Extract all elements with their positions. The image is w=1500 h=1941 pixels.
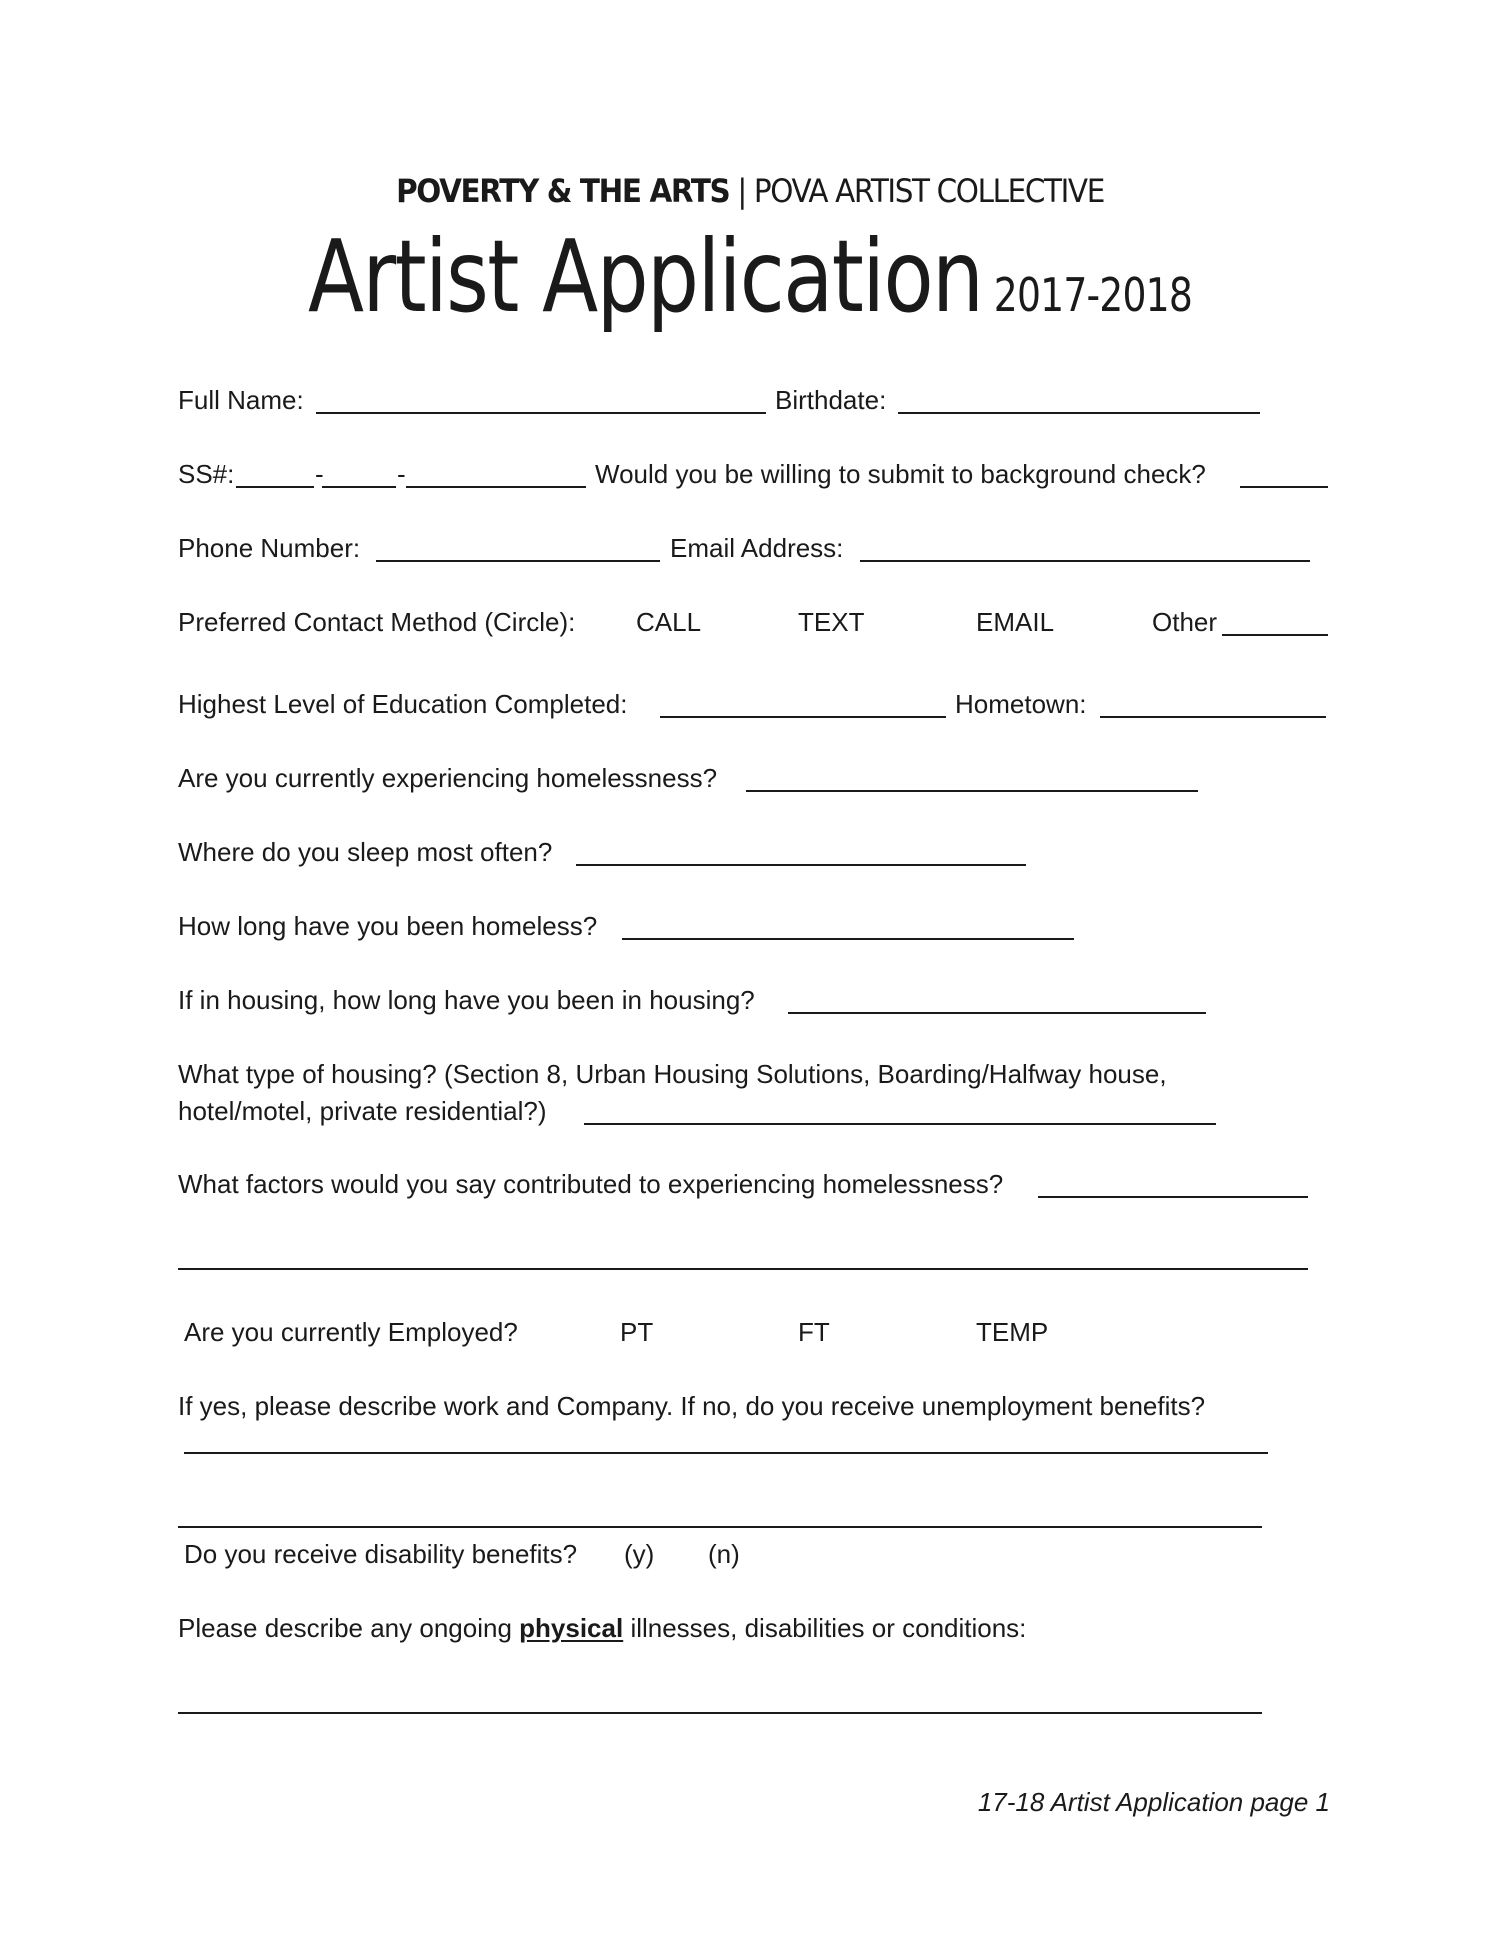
contact-option-call[interactable]: CALL [636,607,702,637]
homelessness-field[interactable] [746,790,1198,792]
email-field[interactable] [860,560,1310,562]
housing-duration-field[interactable] [788,1012,1206,1014]
phone-field[interactable] [376,560,660,562]
phone-label: Phone Number: [178,533,361,563]
ss-part-2-field[interactable] [322,486,396,488]
full-name-field[interactable] [316,412,766,414]
hometown-label: Hometown: [955,689,1087,719]
full-name-label: Full Name: [178,385,304,415]
sleep-label: Where do you sleep most often? [178,837,553,867]
background-check-field[interactable] [1240,486,1328,488]
physical-conditions-label [178,1612,1026,1644]
work-description-label: If yes, please describe work and Company. If no, do you receive unemployment benefits? [178,1391,1206,1421]
ss-part-1-field[interactable] [236,486,314,488]
education-field[interactable] [660,716,946,718]
sleep-field[interactable] [576,864,1026,866]
contact-option-text[interactable]: TEXT [798,607,865,637]
page-title [135,218,1365,335]
email-label: Email Address: [670,533,844,563]
disability-option-yes[interactable]: (y) [624,1539,655,1569]
ss-part-3-field[interactable] [406,486,586,488]
page-footer: 17-18 Artist Application page 1 [977,1787,1330,1817]
background-check-label: Would you be willing to submit to background check? [595,459,1206,489]
housing-type-field[interactable] [584,1123,1216,1125]
employment-option-ft[interactable]: FT [798,1317,830,1347]
physical-conditions-field[interactable] [178,1712,1262,1714]
factors-label: What factors would you say contributed to experiencing homelessness? [178,1169,1004,1199]
ss-dash-1: - [315,459,324,489]
contact-option-other[interactable]: Other [1152,607,1218,637]
housing-type-label-line-2: hotel/motel, private residential?) [178,1096,547,1126]
org-name-rest: | POVA ARTIST COLLECTIVE [737,172,1104,210]
birthdate-label: Birthdate: [775,385,887,415]
factors-field-continued[interactable] [178,1268,1308,1270]
factors-field[interactable] [1038,1196,1308,1198]
contact-other-field[interactable] [1222,634,1328,636]
contact-method-label: Preferred Contact Method (Circle): [178,607,576,637]
contact-option-email[interactable]: EMAIL [976,607,1055,637]
physical-label-pre: Please describe any ongoing [178,1613,512,1643]
housing-duration-label: If in housing, how long have you been in housing? [178,985,755,1015]
homelessness-label: Are you currently experiencing homelessness? [178,763,718,793]
physical-label-post: illnesses, disabilities or conditions: [630,1613,1027,1643]
hometown-field[interactable] [1100,716,1326,718]
education-label: Highest Level of Education Completed: [178,689,628,719]
organization-name [60,172,1440,210]
ss-label: SS#: [178,459,235,489]
how-long-homeless-label: How long have you been homeless? [178,911,598,941]
work-description-field-continued[interactable] [178,1526,1262,1528]
disability-label: Do you receive disability benefits? [184,1539,578,1569]
birthdate-field[interactable] [898,412,1260,414]
how-long-homeless-field[interactable] [622,938,1074,940]
title-text: Artist Application [307,218,983,335]
employment-option-temp[interactable]: TEMP [976,1317,1049,1347]
work-description-field[interactable] [184,1452,1268,1454]
employed-label: Are you currently Employed? [184,1317,518,1347]
title-year: 2017-2018 [993,268,1193,322]
ss-dash-2: - [397,459,406,489]
org-name-bold: POVERTY & THE ARTS [396,172,730,210]
housing-type-label-line-1: What type of housing? (Section 8, Urban Housing Solutions, Boarding/Halfway house, [178,1059,1167,1089]
physical-label-emphasis: physical [519,1613,624,1643]
disability-option-no[interactable]: (n) [708,1539,740,1569]
employment-option-pt[interactable]: PT [620,1317,654,1347]
